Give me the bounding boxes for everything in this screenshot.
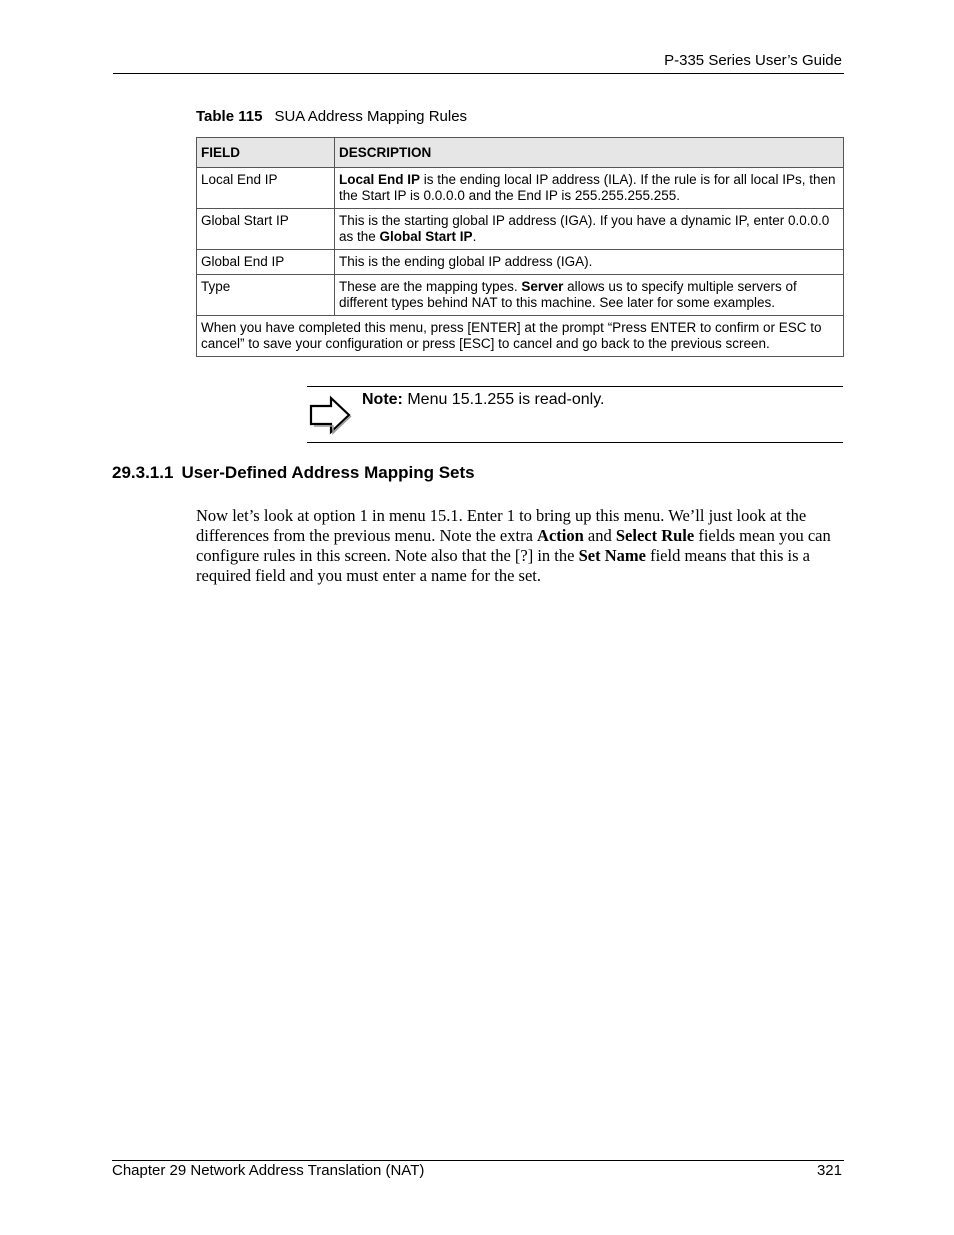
desc-text: is the ending local IP address (ILA). If the rule is for all local IPs, then the Start IP is 0.0.0.0 and the End IP is 255.255.255.255. [339,172,836,203]
para-text: fields mean you can configure rules in this screen. Note also that the [?] in the [196,526,831,565]
header-field: FIELD [197,138,335,168]
desc-bold: Server [521,279,564,294]
para-text: and [583,526,616,545]
para-bold: Action [537,526,584,545]
section-heading [112,463,475,483]
table-caption-label: Table 115 [196,108,263,125]
table-caption [196,108,467,125]
body-paragraph [196,506,844,586]
note-body: Menu 15.1.255 is read-only. [402,391,605,408]
para-bold: Set Name [578,546,646,565]
footer-page-number: 321 [816,1162,842,1179]
table-footer-row [197,316,844,357]
desc-bold: Local End IP [339,172,421,187]
row-description [335,275,844,316]
table-header-row [197,138,844,168]
footer-chapter: Chapter 29 Network Address Translation (NAT) [112,1162,425,1179]
row-field: Global End IP [197,250,335,275]
desc-text: This is the starting global IP address (IGA). If you have a dynamic IP, enter 0.0.0.0 as the [339,213,830,244]
section-number: 29.3.1.1 [112,463,174,482]
header-description: DESCRIPTION [335,138,844,168]
note-label: Note: [362,391,403,408]
para-bold: Select Rule [615,526,695,545]
row-description [335,168,844,209]
row-description: This is the ending global IP address (IGA). [335,250,844,275]
desc-text: allows us to specify multiple servers of different types behind NAT to this machine. See later for some examples. [339,279,797,310]
para-text: field means that this is a required field and you must enter a name for the set. [196,546,811,585]
table-row [197,250,844,275]
table-caption-title: SUA Address Mapping Rules [274,108,468,125]
sua-mapping-rules-table [196,137,844,357]
desc-text: These are the mapping types. [339,279,522,294]
table-row [197,209,844,250]
footer-rule [112,1160,844,1161]
desc-bold: Global Start IP [379,229,473,244]
running-header: P-335 Series User’s Guide [664,52,842,69]
table-row [197,168,844,209]
note-text [362,391,605,409]
desc-text: . [472,229,477,244]
header-rule [113,73,844,74]
para-text: Now let’s look at option 1 in menu 15.1. Enter 1 to bring up this menu. We’ll just look at the differences from the previous menu. Note the extra [196,506,807,545]
note-callout [307,386,843,443]
row-field: Type [197,275,335,316]
arrow-right-icon [309,395,353,435]
table-footer-note: When you have completed this menu, press [ENTER] at the prompt “Press ENTER to confirm or ESC to cancel” to save your configuration or press [ESC] to cancel and go back to the previous screen. [197,316,844,357]
table-row [197,275,844,316]
row-description [335,209,844,250]
section-title: User-Defined Address Mapping Sets [181,463,475,482]
row-field: Local End IP [197,168,335,209]
row-field: Global Start IP [197,209,335,250]
